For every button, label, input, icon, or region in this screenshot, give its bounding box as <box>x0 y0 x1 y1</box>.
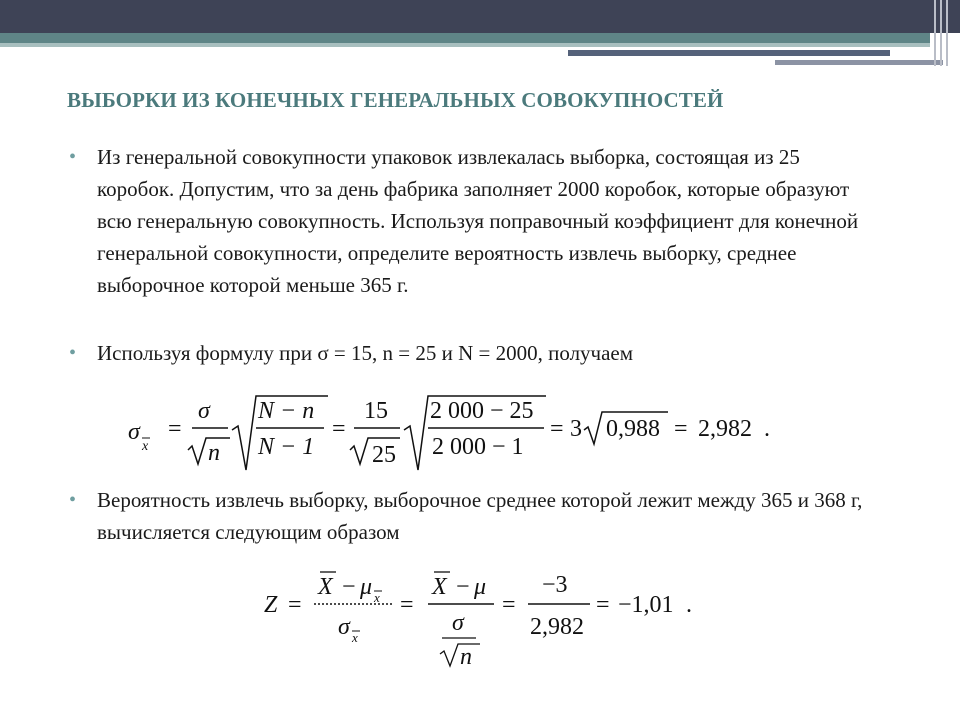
equals-sign: = <box>502 592 516 618</box>
equals-sign: = <box>674 416 688 442</box>
root-denominator: 2 000 − 1 <box>432 434 524 460</box>
header-band-light <box>0 43 930 47</box>
xbar-symbol: X <box>318 574 333 600</box>
formula-result: −1,01 <box>618 592 674 618</box>
equals-sign: = <box>400 592 414 618</box>
header-stripe <box>940 0 942 66</box>
mu-symbol: μ <box>360 574 373 600</box>
n-symbol: n <box>460 644 472 670</box>
minus-sign: − <box>456 574 470 600</box>
bullet-item-3 <box>69 484 877 548</box>
mu-symbol: μ <box>474 574 487 600</box>
formula-standard-error <box>128 384 798 474</box>
root-numerator: N − n <box>258 398 315 424</box>
equals-sign: = <box>332 416 346 442</box>
bullet-text: Из генеральной совокупности упаковок извлекалась выборка, состоящая из 25 коробок. Допустим, что за день фабрика заполняет 2000 коробок, которые образуют всю генеральную совокупность. Используя поправочный коэффициент для конечной генеральной совокупности, определите вероятность извлечь выборку, среднее выборочное которой меньше 365 г. <box>97 145 859 297</box>
sigma-symbol: σ <box>452 610 464 636</box>
period: . <box>764 416 770 442</box>
fraction-denominator: n <box>208 440 220 466</box>
root-numerator: 2 000 − 25 <box>430 398 534 424</box>
equals-sign: = <box>168 416 182 442</box>
subscript-x: x <box>142 439 149 454</box>
header-band-accent <box>568 50 890 56</box>
xbar-symbol: X <box>432 574 447 600</box>
bullet-icon: • <box>69 342 77 364</box>
bullet-text: Используя формулу при σ = 15, n = 25 и N = 2000, получаем <box>97 341 634 365</box>
fraction-numerator: 15 <box>364 398 388 424</box>
bullet-icon: • <box>69 489 77 511</box>
sigma-symbol: σ <box>128 419 140 445</box>
root-denominator: N − 1 <box>258 434 315 460</box>
equals-sign: = <box>596 592 610 618</box>
bullet-item-2 <box>69 337 877 369</box>
formula-z-score <box>262 562 712 674</box>
z-symbol: Z <box>264 592 278 618</box>
fraction-denominator: 25 <box>372 442 396 468</box>
subscript-x: x <box>374 590 380 605</box>
slide-title: ВЫБОРКИ ИЗ КОНЕЧНЫХ ГЕНЕРАЛЬНЫХ СОВОКУПНОСТЕЙ <box>67 88 724 112</box>
period: . <box>686 592 692 618</box>
bullet-item-1 <box>69 141 877 301</box>
formula-result: 2,982 <box>698 416 752 442</box>
fraction-numerator: −3 <box>542 572 568 598</box>
bullet-icon: • <box>69 146 77 168</box>
sigma-symbol: σ <box>338 614 350 640</box>
fraction-numerator: σ <box>198 398 210 424</box>
root-value: 0,988 <box>606 416 660 442</box>
coefficient: 3 <box>570 416 582 442</box>
minus-sign: − <box>342 574 356 600</box>
header-stripe <box>934 0 936 66</box>
header-band-dark <box>0 0 960 33</box>
fraction-denominator: 2,982 <box>530 614 584 640</box>
equals-sign: = <box>288 592 302 618</box>
header-stripe <box>946 0 948 66</box>
bullet-text: Вероятность извлечь выборку, выборочное среднее которой лежит между 365 и 368 г, вычисляется следующим образом <box>97 488 863 544</box>
equals-sign: = <box>550 416 564 442</box>
header-band-teal <box>0 33 930 43</box>
header-band-accent-small <box>775 60 943 65</box>
subscript-x: x <box>352 630 358 645</box>
